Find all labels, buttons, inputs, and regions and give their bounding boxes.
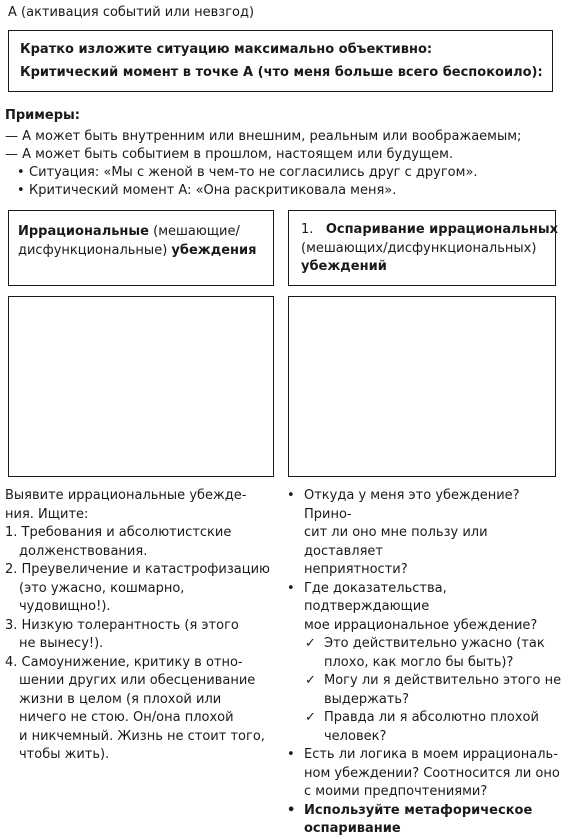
examples-title: Примеры:	[5, 108, 80, 123]
right-bullet-2-line-1: Где доказательства, подтверждающие	[304, 580, 447, 614]
right-bullet-2-line-2: мое иррациональное убеждение?	[304, 617, 538, 633]
right-bullet-1-line-2: сит ли оно мне пользу или доставляет	[304, 525, 488, 559]
left-intro-1: Выявите иррациональные убежде-	[5, 488, 247, 503]
left-header-bold-1: Иррациональные	[18, 224, 149, 239]
irrational-beliefs-answer-box[interactable]	[8, 296, 274, 477]
example-item-1: — A может быть внутренним или внешним, реальным или воображаемым;	[5, 129, 522, 144]
right-header-line-2: (мешающих/дисфункциональных)	[301, 241, 537, 256]
right-bullet-2: • Где доказательства, подтверждающие мое иррациональное убеждение?	[304, 580, 569, 636]
right-header-line-3: убеждений	[301, 259, 387, 274]
left-item-4-line-1: 4. Самоунижение, критику в отно-	[5, 654, 243, 670]
situation-box	[8, 30, 553, 92]
left-item-4-line-6: чтобы жить).	[19, 747, 110, 762]
left-item-1	[5, 524, 280, 561]
example-item-2: — A может быть событием в прошлом, настоящем или будущем.	[5, 147, 454, 162]
right-bullet-4-line-2: оспаривание	[304, 821, 401, 836]
left-instructions	[5, 487, 280, 765]
right-bullet-4-line-1: Используйте метафорическое	[304, 802, 533, 818]
right-bullet-3-line-1: Есть ли логика в моем иррациональ-	[304, 747, 558, 762]
left-header-line-1	[18, 223, 240, 240]
left-header-normal-1: (мешающие/	[149, 224, 240, 239]
situation-line-2: Критический момент в точке A (что меня больше всего беспокоило):	[20, 65, 543, 80]
right-bullet-1-line-1: Откуда у меня это убеждение? Прино-	[304, 488, 520, 522]
right-header-number: 1.	[301, 222, 314, 237]
right-header-bold-1: Оспаривание иррациональных	[325, 222, 558, 237]
left-item-3-line-1: 3. Низкую толерантность (я этого	[5, 617, 239, 633]
left-item-2	[5, 561, 280, 617]
left-item-4-line-2: шении других или обесценивание	[19, 673, 256, 688]
right-header-line-1	[301, 221, 558, 238]
left-item-2-line-1: 2. Преувеличение и катастрофизацию	[5, 562, 270, 577]
situation-line-1: Кратко изложите ситуацию максимально объективно:	[20, 42, 433, 57]
right-check-3-line-1: Правда ли я абсолютно плохой	[324, 710, 539, 725]
example-bullet-1: • Ситуация: «Мы с женой в чем-то не согласились друг с другом».	[17, 165, 478, 180]
right-check-1	[304, 635, 569, 672]
page-heading: A (активация событий или невзгод)	[8, 5, 255, 20]
left-header-line-2	[18, 242, 256, 259]
left-item-1-line-2: долженствования.	[19, 543, 148, 559]
example-bullet-1-text: Ситуация: «Мы с женой в чем-то не согласились друг с другом».	[29, 165, 478, 180]
left-item-4-line-4: ничего не стою. Он/она плохой	[19, 710, 234, 725]
checkmark-icon: ✓	[305, 710, 316, 725]
right-check-3-line-2: человек?	[324, 728, 387, 744]
right-check-2-line-1: Могу ли я действительно этого не	[324, 673, 562, 688]
left-item-1-line-1: 1. Требования и абсолютистские	[5, 525, 232, 540]
right-check-1-line-1: Это действительно ужасно (так	[324, 636, 545, 651]
example-bullet-2-text: Критический момент A: «Она раскритиковала меня».	[29, 183, 397, 198]
checkmark-icon: ✓	[305, 673, 316, 688]
right-bullet-4: • Используйте метафорическое оспаривание	[304, 802, 569, 839]
disputing-answer-box[interactable]	[288, 296, 556, 477]
right-instructions	[287, 487, 569, 839]
right-bullet-3-line-2: ном убеждении? Соотносится ли оно	[304, 765, 560, 781]
irrational-beliefs-header-box	[8, 210, 274, 286]
checkmark-icon: ✓	[305, 636, 316, 651]
right-check-2	[304, 672, 569, 709]
left-item-2-line-3: чудовищно!).	[19, 599, 111, 614]
left-header-bold-2: убеждения	[171, 243, 257, 258]
right-bullet-3: • Есть ли логика в моем иррациональ- ном убеждении? Соотносится ли оно с моими предпочтениями?	[304, 746, 569, 802]
left-item-3-line-2: не вынесу!).	[19, 636, 104, 651]
left-item-3	[5, 617, 280, 654]
left-item-4-line-5: и никчемный. Жизнь не стоит того,	[19, 728, 265, 744]
right-bullet-1-line-3: неприятности?	[304, 562, 408, 577]
left-item-4	[5, 654, 280, 765]
disputing-beliefs-header-box	[288, 210, 556, 286]
left-item-2-line-2: (это ужасно, кошмарно,	[19, 580, 185, 596]
example-bullet-2: • Критический момент A: «Она раскритиковала меня».	[17, 183, 397, 198]
left-item-4-line-3: жизни в целом (я плохой или	[19, 691, 222, 707]
left-intro-2: ния. Ищите:	[5, 506, 89, 522]
left-header-normal-2: дисфункциональные)	[18, 243, 172, 258]
right-bullet-3-line-3: с моими предпочтениями?	[304, 784, 488, 799]
right-check-1-line-2: плохо, как могло бы быть)?	[324, 654, 514, 670]
right-check-3	[304, 709, 569, 746]
right-check-2-line-2: выдержать?	[324, 691, 409, 707]
right-bullet-1: • Откуда у меня это убеждение? Прино- сит ли оно мне пользу или доставляет неприятности?	[304, 487, 569, 580]
